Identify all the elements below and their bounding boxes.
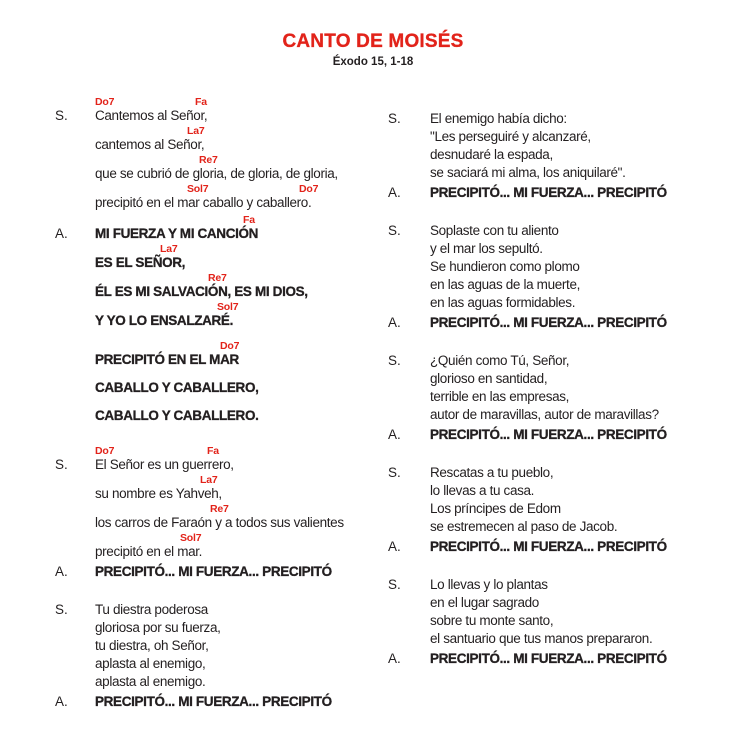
lyric-line: Rescatas a tu pueblo, bbox=[430, 465, 554, 480]
lyric-line: Y YO LO ENSALZARÉ. bbox=[95, 313, 233, 328]
stanza-marker: S. bbox=[388, 465, 401, 480]
lyric-line: PRECIPITÓ... MI FUERZA... PRECIPITÓ bbox=[430, 539, 667, 554]
verse-stanza bbox=[55, 96, 380, 212]
lyric-line-group bbox=[430, 294, 740, 312]
lyric-line: PRECIPITÓ... MI FUERZA... PRECIPITÓ bbox=[430, 651, 667, 666]
stanza-lines bbox=[95, 601, 380, 691]
lyric-line: autor de maravillas, autor de maravillas? bbox=[430, 407, 659, 422]
stanza-lines bbox=[430, 110, 740, 182]
lyric-line: desnudaré la espada, bbox=[430, 147, 553, 162]
verse-stanza bbox=[388, 110, 740, 182]
stanza-marker: S. bbox=[388, 111, 401, 126]
lyric-line: Tu diestra poderosa bbox=[95, 602, 208, 617]
lyrics-column-left bbox=[55, 96, 380, 731]
stanza-marker: S. bbox=[55, 602, 68, 617]
lyric-line: Soplaste con tu aliento bbox=[430, 223, 559, 238]
stanza-marker: A. bbox=[388, 185, 401, 200]
lyric-line: MI FUERZA Y MI CANCIÓN bbox=[95, 226, 259, 241]
chord-fa: Fa bbox=[207, 445, 219, 457]
chord-row bbox=[95, 154, 380, 165]
lyric-line-group bbox=[95, 407, 380, 425]
chord-la7: La7 bbox=[187, 125, 205, 137]
lyric-line-group bbox=[95, 214, 380, 243]
chord-sol7: Sol7 bbox=[180, 532, 202, 544]
lyric-line: CABALLO Y CABALLERO. bbox=[95, 408, 259, 423]
lyric-line-group bbox=[430, 146, 740, 164]
chord-do7: Do7 bbox=[299, 183, 319, 195]
lyric-line: ES EL SEÑOR, bbox=[95, 255, 186, 270]
verse-stanza bbox=[55, 445, 380, 561]
lyric-line: "Les perseguiré y alcanzaré, bbox=[430, 129, 591, 144]
lyric-line-group bbox=[95, 673, 380, 691]
stanza-marker: A. bbox=[388, 539, 401, 554]
lyric-line: aplasta al enemigo. bbox=[95, 674, 206, 689]
stanza-marker: A. bbox=[55, 564, 68, 579]
chord-row bbox=[95, 214, 380, 225]
stanza-lines bbox=[430, 464, 740, 536]
refrain-stanza bbox=[388, 184, 740, 202]
lyric-line-group bbox=[95, 655, 380, 673]
chord-fa: Fa bbox=[243, 214, 255, 226]
lyric-line: PRECIPITÓ... MI FUERZA... PRECIPITÓ bbox=[430, 427, 667, 442]
stanza-marker: S. bbox=[388, 353, 401, 368]
lyric-line-group bbox=[95, 301, 380, 330]
lyric-line: que se cubrió de gloria, de gloria, de gloria, bbox=[95, 166, 338, 181]
refrain-stanza bbox=[388, 650, 740, 668]
lyric-line-group bbox=[430, 500, 740, 518]
chord-row bbox=[95, 445, 380, 456]
chord-row bbox=[95, 301, 380, 312]
lyric-line-group bbox=[95, 445, 380, 474]
lyric-line: CABALLO Y CABALLERO, bbox=[95, 380, 259, 395]
lyrics-column-right bbox=[388, 110, 740, 688]
lyric-line: se saciará mi alma, los aniquilaré". bbox=[430, 165, 626, 180]
stanza-lines bbox=[430, 426, 740, 444]
scripture-reference: Éxodo 15, 1-18 bbox=[332, 56, 414, 68]
stanza-marker: A. bbox=[55, 226, 68, 241]
verse-stanza bbox=[55, 601, 380, 691]
refrain-stanza bbox=[55, 214, 380, 425]
chord-row bbox=[95, 96, 380, 107]
lyric-line: y el mar los sepultó. bbox=[430, 241, 543, 256]
verse-stanza bbox=[388, 464, 740, 536]
lyric-line-group bbox=[430, 612, 740, 630]
lyric-line: El Señor es un guerrero, bbox=[95, 457, 234, 472]
lyric-line: ÉL ES MI SALVACIÓN, ES MI DIOS, bbox=[95, 284, 308, 299]
stanza-lines bbox=[430, 650, 740, 668]
lyric-line: PRECIPITÓ EN EL MAR bbox=[95, 352, 239, 367]
chord-do7: Do7 bbox=[95, 96, 115, 108]
lyric-line: en las aguas de la muerte, bbox=[430, 277, 580, 292]
lyric-line-group bbox=[95, 96, 380, 125]
lyric-line-group bbox=[95, 619, 380, 637]
page-title: CANTO DE MOISÉS bbox=[282, 31, 464, 52]
chord-la7: La7 bbox=[160, 243, 178, 255]
stanza-marker: A. bbox=[388, 427, 401, 442]
stanza-lines bbox=[430, 222, 740, 312]
lyric-line-group bbox=[430, 184, 740, 202]
lyric-line-group bbox=[430, 594, 740, 612]
lyric-line: gloriosa por su fuerza, bbox=[95, 620, 221, 635]
chord-re7: Re7 bbox=[210, 503, 229, 515]
lyric-line: en las aguas formidables. bbox=[430, 295, 576, 310]
refrain-stanza bbox=[388, 314, 740, 332]
stanza-lines bbox=[95, 563, 380, 581]
lyric-line-group bbox=[430, 650, 740, 668]
refrain-stanza bbox=[388, 538, 740, 556]
lyric-line-group bbox=[95, 601, 380, 619]
lyric-line-group bbox=[95, 125, 380, 154]
lyric-line: lo llevas a tu casa. bbox=[430, 483, 535, 498]
refrain-stanza bbox=[388, 426, 740, 444]
stanza-lines bbox=[430, 576, 740, 648]
lyric-line: PRECIPITÓ... MI FUERZA... PRECIPITÓ bbox=[95, 564, 332, 579]
lyric-line: cantemos al Señor, bbox=[95, 137, 205, 152]
chord-la7: La7 bbox=[200, 474, 218, 486]
lyric-line: precipitó en el mar caballo y caballero. bbox=[95, 195, 312, 210]
chord-row bbox=[95, 503, 380, 514]
chord-row bbox=[95, 125, 380, 136]
lyric-line-group bbox=[95, 693, 380, 711]
lyric-line: Cantemos al Señor, bbox=[95, 108, 208, 123]
lyric-line: precipitó en el mar. bbox=[95, 544, 203, 559]
lyric-line-group bbox=[430, 518, 740, 536]
lyric-line: terrible en las empresas, bbox=[430, 389, 570, 404]
lyric-line: tu diestra, oh Señor, bbox=[95, 638, 209, 653]
lyric-line-group bbox=[95, 183, 380, 212]
chord-row bbox=[95, 272, 380, 283]
lyric-line-group bbox=[430, 482, 740, 500]
chord-sol7: Sol7 bbox=[187, 183, 209, 195]
lyric-line-group bbox=[430, 128, 740, 146]
chord-row bbox=[95, 243, 380, 254]
lyric-line: los carros de Faraón y a todos sus valientes bbox=[95, 515, 344, 530]
lyric-line: PRECIPITÓ... MI FUERZA... PRECIPITÓ bbox=[430, 315, 667, 330]
lyric-line-group bbox=[430, 576, 740, 594]
chord-do7: Do7 bbox=[220, 340, 240, 352]
stanza-marker: S. bbox=[55, 108, 68, 123]
lyric-line-group bbox=[430, 352, 740, 370]
stanza-lines bbox=[95, 96, 380, 212]
lyric-line-group bbox=[430, 222, 740, 240]
verse-stanza bbox=[388, 576, 740, 648]
stanza-marker: S. bbox=[388, 223, 401, 238]
lyric-line: PRECIPITÓ... MI FUERZA... PRECIPITÓ bbox=[95, 694, 332, 709]
lyric-line-group bbox=[95, 154, 380, 183]
stanza-lines bbox=[430, 314, 740, 332]
lyric-line: aplasta al enemigo, bbox=[95, 656, 206, 671]
lyric-line: su nombre es Yahveh, bbox=[95, 486, 222, 501]
chord-fa: Fa bbox=[195, 96, 207, 108]
refrain-stanza bbox=[55, 563, 380, 581]
lyric-line-group bbox=[95, 474, 380, 503]
lyric-line-group bbox=[430, 370, 740, 388]
chord-row bbox=[95, 474, 380, 485]
lyric-line: glorioso en santidad, bbox=[430, 371, 548, 386]
stanza-lines bbox=[430, 184, 740, 202]
lyric-line-group bbox=[430, 240, 740, 258]
lyric-line-group bbox=[430, 538, 740, 556]
stanza-lines bbox=[95, 445, 380, 561]
lyric-line-group bbox=[95, 563, 380, 581]
lyric-line-group bbox=[430, 258, 740, 276]
chord-re7: Re7 bbox=[199, 154, 218, 166]
stanza-marker: S. bbox=[55, 457, 68, 472]
lyric-line-group bbox=[95, 379, 380, 397]
lyric-line-group bbox=[430, 276, 740, 294]
lyric-line-group bbox=[430, 388, 740, 406]
refrain-stanza bbox=[55, 693, 380, 711]
stanza-lines bbox=[95, 693, 380, 711]
lyric-line: Lo llevas y lo plantas bbox=[430, 577, 548, 592]
lyric-line-group bbox=[430, 164, 740, 182]
lyric-line: se estremecen al paso de Jacob. bbox=[430, 519, 618, 534]
lyric-line-group bbox=[95, 503, 380, 532]
verse-stanza bbox=[388, 352, 740, 424]
lyric-line-group bbox=[95, 272, 380, 301]
chord-re7: Re7 bbox=[208, 272, 227, 284]
lyric-line-group bbox=[430, 110, 740, 128]
lyric-line-group bbox=[95, 637, 380, 655]
chord-row bbox=[95, 532, 380, 543]
chord-row bbox=[95, 183, 380, 194]
chord-sol7: Sol7 bbox=[217, 301, 239, 313]
chord-do7: Do7 bbox=[95, 445, 115, 457]
chord-row bbox=[95, 340, 380, 351]
lyric-line-group bbox=[430, 314, 740, 332]
lyric-line: ¿Quién como Tú, Señor, bbox=[430, 353, 570, 368]
lyric-line: el santuario que tus manos prepararon. bbox=[430, 631, 653, 646]
stanza-lines bbox=[430, 538, 740, 556]
stanza-marker: A. bbox=[388, 651, 401, 666]
stanza-lines bbox=[95, 214, 380, 425]
stanza-lines bbox=[430, 352, 740, 424]
lyric-line: El enemigo había dicho: bbox=[430, 111, 567, 126]
stanza-marker: A. bbox=[388, 315, 401, 330]
lyric-line: en el lugar sagrado bbox=[430, 595, 539, 610]
lyric-line-group bbox=[430, 464, 740, 482]
stanza-marker: S. bbox=[388, 577, 401, 592]
lyric-line-group bbox=[430, 406, 740, 424]
lyric-line-group bbox=[430, 630, 740, 648]
lyric-line: PRECIPITÓ... MI FUERZA... PRECIPITÓ bbox=[430, 185, 667, 200]
verse-stanza bbox=[388, 222, 740, 312]
lyric-line-group bbox=[95, 340, 380, 369]
stanza-marker: A. bbox=[55, 694, 68, 709]
lyric-line: sobre tu monte santo, bbox=[430, 613, 554, 628]
lyric-line-group bbox=[95, 243, 380, 272]
lyric-line: Los príncipes de Edom bbox=[430, 501, 561, 516]
lyric-line-group bbox=[95, 532, 380, 561]
lyric-line: Se hundieron como plomo bbox=[430, 259, 580, 274]
lyric-line-group bbox=[430, 426, 740, 444]
